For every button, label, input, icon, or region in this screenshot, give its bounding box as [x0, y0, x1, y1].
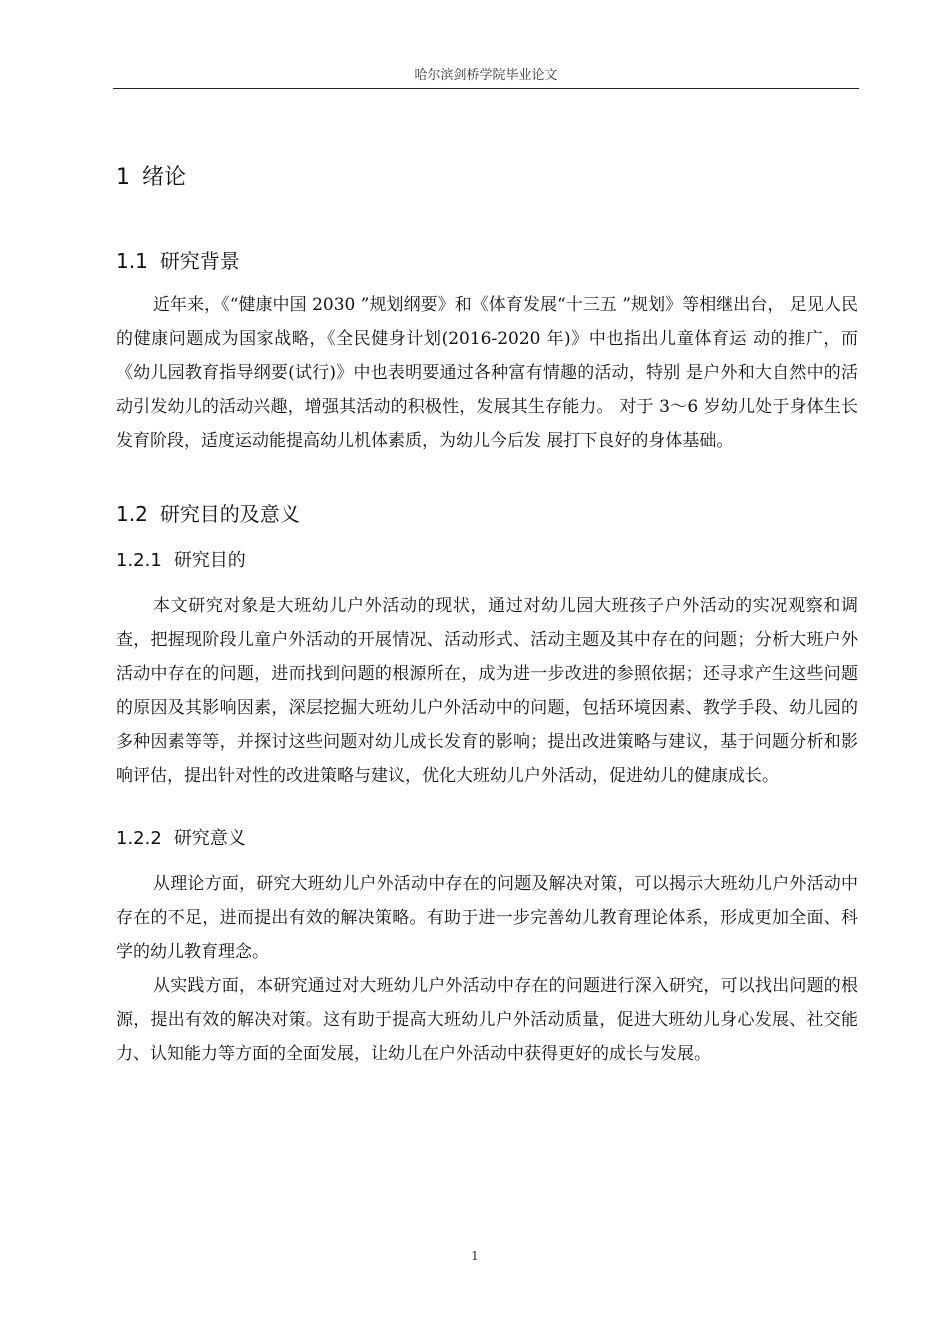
section-title: 研究目的及意义	[159, 502, 300, 526]
chapter-title: 绪论	[142, 165, 187, 190]
chapter-heading	[116, 163, 186, 193]
section-heading-1-2	[116, 500, 300, 528]
section-number: 1.2	[116, 502, 148, 526]
section-title: 研究背景	[159, 249, 240, 273]
paragraph-background: 近年来，《“健康中国 2030 ”规划纲要》和《体育发展“十三五 ”规划》等相继出台， 足见人民的健康问题成为国家战略，《全民健身计划(2016-2020 年)》中也指出儿童体育运 动的推广，而《幼儿园教育指导纲要(试行)》中也表明要通过各种富有情趣的活动，特别 是户外和大自然中的活动引发幼儿的活动兴趣，增强其活动的积极性，发展其生存能力。 对于 3～6 岁幼儿处于身体生长发育阶段，适度运动能提高幼儿机体素质，为幼儿今后发 展打下良好的身体基础。	[116, 295, 858, 451]
paragraph-significance-theory: 从理论方面，研究大班幼儿户外活动中存在的问题及解决对策，可以揭示大班幼儿户外活动中存在的不足，进而提出有效的解决策略。有助于进一步完善幼儿教育理论体系，形成更加全面、科学的幼儿教育理念。	[116, 874, 858, 962]
paragraph-purpose: 本文研究对象是大班幼儿户外活动的现状，通过对幼儿园大班孩子户外活动的实况观察和调查，把握现阶段儿童户外活动的开展情况、活动形式、活动主题及其中存在的问题；分析大班户外活动中存在的问题，进而找到问题的根源所在，成为进一步改进的参照依据；还寻求产生这些问题的原因及其影响因素，深层挖掘大班幼儿户外活动中的问题，包括环境因素、教学手段、幼儿园的多种因素等等，并探讨这些问题对幼儿成长发育的影响；提出改进策略与建议，基于问题分析和影响评估，提出针对性的改进策略与建议，优化大班幼儿户外活动，促进幼儿的健康成长。	[116, 596, 858, 786]
subsection-title: 研究意义	[173, 828, 246, 849]
chapter-number: 1	[116, 165, 130, 190]
subsection-number: 1.2.1	[116, 550, 162, 571]
subsection-number: 1.2.2	[116, 828, 162, 849]
page-number: 1	[471, 1249, 479, 1263]
section-number: 1.1	[116, 249, 148, 273]
subsection-heading-1-2-2	[116, 826, 246, 852]
section-heading-1-1	[116, 247, 240, 275]
header-divider	[113, 88, 859, 89]
paragraph-significance-practice: 从实践方面，本研究通过对大班幼儿户外活动中存在的问题进行深入研究，可以找出问题的根源，提出有效的解决对策。这有助于提高大班幼儿户外活动质量，促进大班幼儿身心发展、社交能力、认知能力等方面的全面发展，让幼儿在户外活动中获得更好的成长与发展。	[116, 976, 858, 1064]
running-header: 哈尔滨剑桥学院毕业论文	[414, 68, 558, 83]
subsection-title: 研究目的	[173, 550, 246, 571]
subsection-heading-1-2-1	[116, 548, 246, 574]
